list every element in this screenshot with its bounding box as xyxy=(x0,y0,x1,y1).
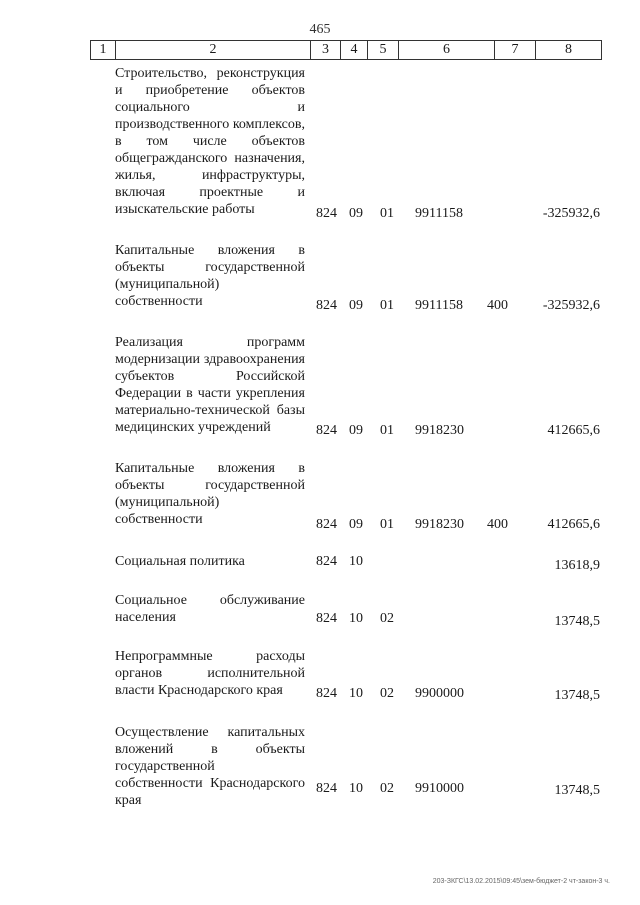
row-sum: 13748,5 xyxy=(554,614,600,629)
row-sum: 412665,6 xyxy=(547,517,600,532)
row-rz: 824 xyxy=(316,423,337,438)
row-rz: 824 xyxy=(316,517,337,532)
row-sum: 13748,5 xyxy=(554,688,600,703)
row-pr: 09 xyxy=(349,206,363,221)
row-pr: 09 xyxy=(349,298,363,313)
row-cs: 02 xyxy=(380,686,394,701)
row-vr: 400 xyxy=(487,517,508,532)
header-col-8: 8 xyxy=(565,42,572,57)
row-description: Капитальные вложения в объекты государственной (муниципальной) собственности xyxy=(115,243,305,309)
row-description: Реализация программ модернизации здравоохранения субъектов Российской Федерации в части укрепления материально-технической базы медицинских учреждений xyxy=(115,335,305,435)
header-col-4: 4 xyxy=(341,41,368,59)
row-description: Непрограммные расходы органов исполнительной власти Краснодарского края xyxy=(115,649,305,698)
row-pr: 10 xyxy=(349,611,363,626)
row-rz: 824 xyxy=(316,554,337,569)
row-rz: 824 xyxy=(316,781,337,796)
row-description: Социальное обслуживание населения xyxy=(115,593,305,625)
row-pr: 09 xyxy=(349,517,363,532)
row-description: Строительство, реконструкция и приобретение объектов социального и производственного комплексов, в том числе объектов общегражданского назначения, жилья, инфраструктуры, включая проектные и изыскательские работы xyxy=(115,66,305,217)
row-rz: 824 xyxy=(316,206,337,221)
row-pr: 10 xyxy=(349,781,363,796)
row-rz: 824 xyxy=(316,298,337,313)
row-sum: 13618,9 xyxy=(554,558,600,573)
header-col-3: 3 xyxy=(311,41,341,59)
header-col-2: 2 xyxy=(116,41,311,59)
row-pr: 09 xyxy=(349,423,363,438)
row-pr: 10 xyxy=(349,554,363,569)
row-sum: -325932,6 xyxy=(542,206,600,221)
row-description: Социальная политика xyxy=(115,554,245,569)
row-rz: 824 xyxy=(316,611,337,626)
row-cs: 01 xyxy=(380,423,394,438)
row-rz: 824 xyxy=(316,686,337,701)
header-col-7: 7 xyxy=(495,41,536,59)
row-pr: 10 xyxy=(349,686,363,701)
footer-stamp: 203-ЗКГС\13.02.2015\09:45\зем-бюджет-2 чт-закон-3 ч. xyxy=(432,878,610,885)
header-col-5: 5 xyxy=(368,41,399,59)
row-description: Капитальные вложения в объекты государственной (муниципальной) собственности xyxy=(115,461,305,527)
row-csr: 9911158 xyxy=(415,206,463,221)
row-csr: 9900000 xyxy=(415,686,464,701)
row-vr: 400 xyxy=(487,298,508,313)
row-cs: 01 xyxy=(380,517,394,532)
row-description: Осуществление капитальных вложений в объекты государственной собственности Краснодарского края xyxy=(115,725,305,808)
row-sum: -325932,6 xyxy=(542,298,600,313)
row-sum: 412665,6 xyxy=(547,423,600,438)
header-col-6: 6 xyxy=(399,41,495,59)
row-csr: 9918230 xyxy=(415,517,464,532)
row-csr: 9910000 xyxy=(415,781,464,796)
row-cs: 02 xyxy=(380,781,394,796)
row-csr: 9918230 xyxy=(415,423,464,438)
row-cs: 01 xyxy=(380,206,394,221)
row-cs: 02 xyxy=(380,611,394,626)
table-header xyxy=(90,40,602,60)
page-number: 465 xyxy=(309,22,331,37)
row-sum: 13748,5 xyxy=(554,783,600,798)
row-csr: 9911158 xyxy=(415,298,463,313)
header-col-1: 1 xyxy=(91,41,116,59)
row-cs: 01 xyxy=(380,298,394,313)
